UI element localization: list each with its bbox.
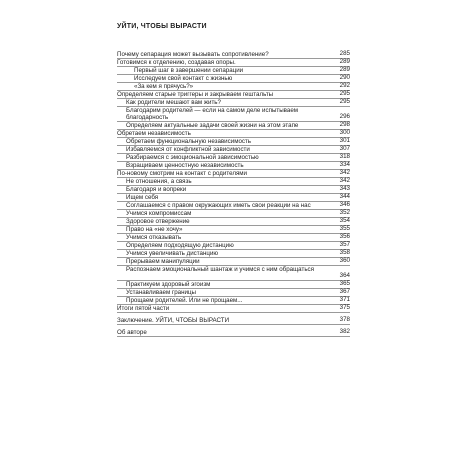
toc-entry bbox=[117, 210, 350, 218]
toc-entry bbox=[117, 289, 350, 297]
running-head: УЙТИ, ЧТОБЫ ВЫРАСТИ bbox=[117, 23, 207, 30]
toc-entry-page: 296 bbox=[339, 113, 350, 120]
toc-entry-title: Почему сепарация может вызывать сопротивление? bbox=[117, 51, 269, 58]
toc-entry bbox=[117, 51, 350, 59]
toc-entry bbox=[117, 107, 350, 122]
toc-entry-page: 301 bbox=[339, 137, 350, 144]
toc-entry bbox=[117, 67, 350, 75]
toc-entry-title: Благодарим родителей — если на самом деле испытываем благодарность bbox=[126, 107, 299, 122]
toc-entry-page: 285 bbox=[339, 50, 350, 57]
toc-entry-title: Распознаем эмоциональный шантаж и учимся с ним обращаться bbox=[126, 266, 314, 273]
toc-entry-title: Определяем подходящую дистанцию bbox=[126, 242, 234, 249]
toc-entry-page: 343 bbox=[339, 185, 350, 192]
toc-entry-title: Как родители мешают вам жить? bbox=[126, 99, 221, 106]
toc-entry-page: 342 bbox=[339, 177, 350, 184]
toc-entry-title: Ищем себя bbox=[126, 194, 159, 201]
toc-entry-title: Учимся отказывать bbox=[126, 234, 182, 241]
toc-entry-page: 360 bbox=[339, 257, 350, 264]
toc-entry bbox=[117, 162, 350, 170]
toc-entry-title: Устанавливаем границы bbox=[126, 289, 196, 296]
toc-entry bbox=[117, 138, 350, 146]
toc-entry bbox=[117, 218, 350, 226]
toc-entry bbox=[117, 305, 350, 313]
toc-entry-page: 290 bbox=[339, 74, 350, 81]
toc-entry-title: Обретаем функциональную независимость bbox=[126, 138, 252, 145]
toc-entry-title: Взращиваем ценностную независимость bbox=[126, 162, 244, 169]
toc-entry-page: 357 bbox=[339, 241, 350, 248]
toc-entry-title: Благодаря и вопреки bbox=[126, 186, 187, 193]
toc-entry-page: 354 bbox=[339, 217, 350, 224]
toc-entry-title: Учимся компромиссам bbox=[126, 210, 192, 217]
toc-entry bbox=[117, 178, 350, 186]
toc-entry-title: Исследуем свой контакт с жизнью bbox=[134, 75, 233, 82]
toc-entry-page: 295 bbox=[339, 98, 350, 105]
toc-entry bbox=[117, 242, 350, 250]
toc-entry bbox=[117, 329, 350, 337]
toc-entry-page: 364 bbox=[339, 272, 350, 279]
toc-entry-page: 365 bbox=[339, 280, 350, 287]
toc-entry-title: Первый шаг в завершении сепарации bbox=[134, 67, 244, 74]
toc-entry bbox=[117, 170, 350, 178]
toc-entry-title: Разбираемся с эмоциональной зависимостью bbox=[126, 154, 259, 161]
toc-entry-title: Прерываем манипуляции bbox=[126, 258, 200, 265]
toc-entry bbox=[117, 146, 350, 154]
toc-entry-page: 334 bbox=[339, 161, 350, 168]
toc-entry-title: Здоровое отвержение bbox=[126, 218, 190, 225]
toc-entry-page: 318 bbox=[339, 153, 350, 160]
toc-entry bbox=[117, 59, 350, 67]
toc-entry bbox=[117, 297, 350, 305]
toc-entry-page: 371 bbox=[339, 296, 350, 303]
toc-entry-page: 356 bbox=[339, 233, 350, 240]
toc-entry bbox=[117, 234, 350, 242]
toc-entry bbox=[117, 99, 350, 107]
toc-entry-title: «За кем я прячусь?» bbox=[134, 83, 194, 90]
toc-entry-page: 289 bbox=[339, 58, 350, 65]
toc-entry-page: 382 bbox=[339, 328, 350, 335]
toc-entry-title: Обретаем независимость bbox=[117, 130, 191, 137]
toc-entry-page: 289 bbox=[339, 66, 350, 73]
toc-entry-title: Практикуем здоровый эгоизм bbox=[126, 281, 211, 288]
toc-entry-page: 346 bbox=[339, 201, 350, 208]
toc-entry bbox=[117, 130, 350, 138]
toc-entry-page: 367 bbox=[339, 288, 350, 295]
toc-entry bbox=[117, 281, 350, 289]
toc-entry bbox=[117, 186, 350, 194]
toc-entry bbox=[117, 202, 350, 210]
toc-entry-title: Об авторе bbox=[117, 329, 147, 336]
toc-entry-title: Итоги пятой части bbox=[117, 305, 170, 312]
toc-entry-page: 375 bbox=[339, 304, 350, 311]
toc-entry-title: Готовимся к отделению, создавая опоры. bbox=[117, 59, 236, 66]
toc-entry-page: 342 bbox=[339, 169, 350, 176]
toc-entry bbox=[117, 258, 350, 266]
toc-entry-page: 344 bbox=[339, 193, 350, 200]
toc-entry bbox=[117, 194, 350, 202]
toc-entry-title: Учимся увеличивать дистанцию bbox=[126, 250, 219, 257]
toc-entry-page: 295 bbox=[339, 90, 350, 97]
toc-entry-title: Определяем актуальные задачи своей жизни на этом этапе bbox=[126, 122, 299, 129]
toc-entry-page: 352 bbox=[339, 209, 350, 216]
toc-entry bbox=[117, 317, 350, 325]
toc-entry-title: Заключение. УЙТИ, ЧТОБЫ ВЫРАСТИ bbox=[117, 317, 230, 324]
toc-entry-page: 355 bbox=[339, 225, 350, 232]
toc-entry-title: По-новому смотрим на контакт с родителями bbox=[117, 170, 248, 177]
toc-entry bbox=[117, 83, 350, 91]
table-of-contents bbox=[117, 51, 350, 337]
toc-entry-page: 298 bbox=[339, 121, 350, 128]
toc-entry-title: Не отношения, а связь bbox=[126, 178, 192, 185]
toc-entry-page: 307 bbox=[339, 145, 350, 152]
toc-entry-page: 378 bbox=[339, 316, 350, 323]
toc-entry-title: Соглашаемся с правом окружающих иметь свои реакции на нас bbox=[126, 202, 311, 209]
toc-entry bbox=[117, 250, 350, 258]
toc-entry bbox=[117, 91, 350, 99]
toc-entry bbox=[117, 226, 350, 234]
toc-entry bbox=[117, 154, 350, 162]
toc-entry bbox=[117, 75, 350, 83]
toc-entry-title: Избавляемся от конфликтной зависимости bbox=[126, 146, 250, 153]
toc-entry-page: 292 bbox=[339, 82, 350, 89]
toc-entry-page: 358 bbox=[339, 249, 350, 256]
toc-entry-title: Прощаем родителей. Или не прощаем... bbox=[126, 297, 243, 304]
toc-entry bbox=[117, 122, 350, 130]
toc-entry-page: 300 bbox=[339, 129, 350, 136]
toc-entry-title: Право на «не хочу» bbox=[126, 226, 183, 233]
toc-entry-title: Определяем старые триггеры и закрываем гештальты bbox=[117, 91, 274, 98]
toc-entry bbox=[117, 266, 350, 281]
